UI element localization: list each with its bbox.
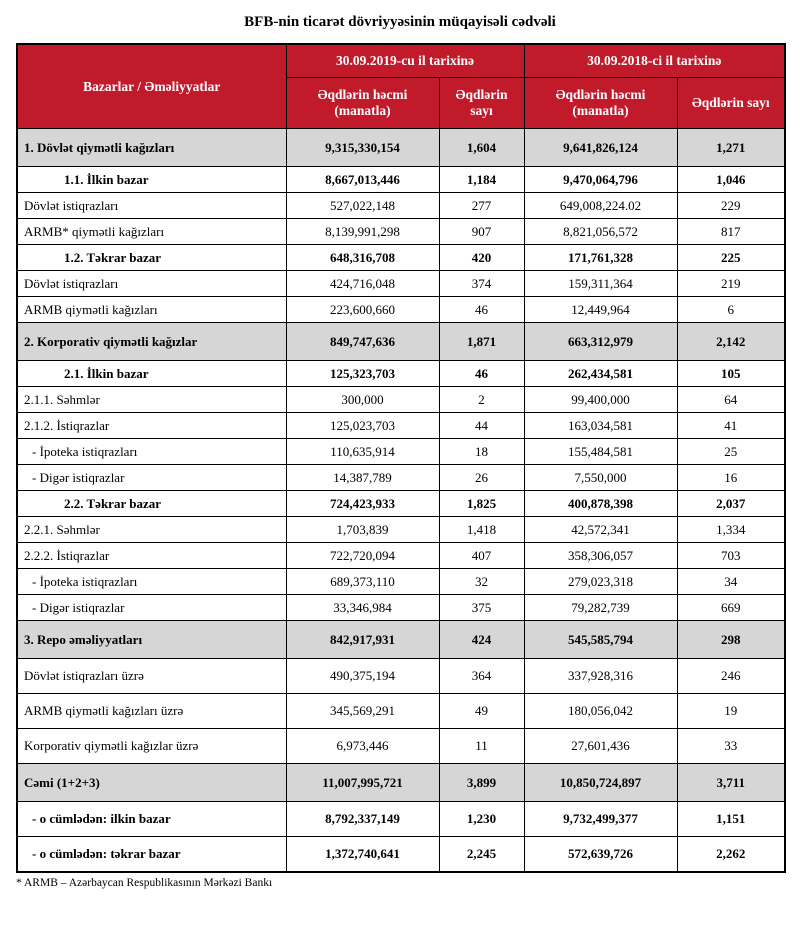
- cell-count-2018: 2,037: [677, 491, 785, 517]
- cell-volume-2018: 400,878,398: [524, 491, 677, 517]
- cell-count-2019: 3,899: [439, 764, 524, 802]
- cell-volume-2019: 424,716,048: [286, 271, 439, 297]
- cell-count-2019: 1,184: [439, 167, 524, 193]
- cell-volume-2018: 358,306,057: [524, 543, 677, 569]
- row-label: 1. Dövlət qiymətli kağızları: [17, 129, 286, 167]
- cell-volume-2019: 842,917,931: [286, 621, 439, 659]
- table-row: [17, 694, 785, 729]
- cell-count-2018: 19: [677, 694, 785, 729]
- cell-volume-2018: 649,008,224.02: [524, 193, 677, 219]
- row-label: 2.2.1. Səhmlər: [17, 517, 286, 543]
- cell-count-2018: 33: [677, 729, 785, 764]
- cell-count-2019: 46: [439, 361, 524, 387]
- cell-volume-2018: 9,641,826,124: [524, 129, 677, 167]
- table-row: [17, 802, 785, 837]
- table-row: [17, 245, 785, 271]
- header-count-2019: Əqdlərin sayı: [439, 78, 524, 129]
- cell-volume-2019: 9,315,330,154: [286, 129, 439, 167]
- row-label: - o cümlədən: təkrar bazar: [17, 837, 286, 873]
- cell-count-2018: 817: [677, 219, 785, 245]
- table-row: [17, 413, 785, 439]
- cell-count-2018: 6: [677, 297, 785, 323]
- table-header: [17, 44, 785, 129]
- cell-volume-2019: 490,375,194: [286, 659, 439, 694]
- cell-count-2018: 105: [677, 361, 785, 387]
- cell-count-2019: 46: [439, 297, 524, 323]
- table-row: [17, 323, 785, 361]
- cell-count-2019: 375: [439, 595, 524, 621]
- cell-volume-2018: 572,639,726: [524, 837, 677, 873]
- cell-volume-2018: 27,601,436: [524, 729, 677, 764]
- cell-volume-2019: 724,423,933: [286, 491, 439, 517]
- cell-count-2019: 49: [439, 694, 524, 729]
- cell-count-2018: 219: [677, 271, 785, 297]
- footnote: * ARMB – Azərbaycan Respublikasının Mərkəzi Bankı: [16, 877, 273, 889]
- table-row: [17, 517, 785, 543]
- cell-volume-2019: 1,372,740,641: [286, 837, 439, 873]
- cell-count-2019: 26: [439, 465, 524, 491]
- row-label: - Digər istiqrazlar: [17, 595, 286, 621]
- cell-count-2018: 25: [677, 439, 785, 465]
- row-label: - o cümlədən: ilkin bazar: [17, 802, 286, 837]
- table-row: [17, 219, 785, 245]
- cell-volume-2019: 722,720,094: [286, 543, 439, 569]
- cell-count-2018: 669: [677, 595, 785, 621]
- table-row: [17, 621, 785, 659]
- row-label: ARMB qiymətli kağızları: [17, 297, 286, 323]
- row-label: ARMB qiymətli kağızları üzrə: [17, 694, 286, 729]
- cell-count-2018: 1,046: [677, 167, 785, 193]
- cell-count-2018: 2,142: [677, 323, 785, 361]
- table-row: [17, 439, 785, 465]
- table-row: [17, 297, 785, 323]
- cell-count-2019: 1,230: [439, 802, 524, 837]
- row-label: Dövlət istiqrazları: [17, 271, 286, 297]
- cell-volume-2019: 689,373,110: [286, 569, 439, 595]
- cell-volume-2018: 79,282,739: [524, 595, 677, 621]
- cell-count-2019: 18: [439, 439, 524, 465]
- table-row: [17, 167, 785, 193]
- cell-volume-2019: 110,635,914: [286, 439, 439, 465]
- header-group-2018: 30.09.2018-ci il tarixinə: [524, 44, 785, 78]
- row-label: - İpoteka istiqrazları: [17, 569, 286, 595]
- row-label: 2.1.2. İstiqrazlar: [17, 413, 286, 439]
- table-row: [17, 729, 785, 764]
- header-volume-2019: Əqdlərin həcmi (manatla): [286, 78, 439, 129]
- cell-volume-2018: 7,550,000: [524, 465, 677, 491]
- cell-volume-2019: 345,569,291: [286, 694, 439, 729]
- cell-volume-2019: 14,387,789: [286, 465, 439, 491]
- table-row: [17, 764, 785, 802]
- cell-count-2019: 2: [439, 387, 524, 413]
- cell-count-2019: 907: [439, 219, 524, 245]
- cell-volume-2018: 9,732,499,377: [524, 802, 677, 837]
- cell-volume-2019: 6,973,446: [286, 729, 439, 764]
- row-label: 2.2. Təkrar bazar: [17, 491, 286, 517]
- cell-volume-2019: 648,316,708: [286, 245, 439, 271]
- cell-volume-2019: 33,346,984: [286, 595, 439, 621]
- cell-count-2019: 44: [439, 413, 524, 439]
- cell-volume-2018: 9,470,064,796: [524, 167, 677, 193]
- header-group-2019: 30.09.2019-cu il tarixinə: [286, 44, 524, 78]
- cell-count-2019: 1,871: [439, 323, 524, 361]
- comparison-table: [16, 43, 786, 873]
- cell-volume-2019: 300,000: [286, 387, 439, 413]
- cell-volume-2018: 262,434,581: [524, 361, 677, 387]
- row-label: Dövlət istiqrazları: [17, 193, 286, 219]
- page-title: BFB-nin ticarət dövriyyəsinin müqayisəli cədvəli: [244, 14, 556, 30]
- cell-count-2018: 1,271: [677, 129, 785, 167]
- row-label: - Digər istiqrazlar: [17, 465, 286, 491]
- cell-volume-2018: 8,821,056,572: [524, 219, 677, 245]
- cell-volume-2019: 125,323,703: [286, 361, 439, 387]
- cell-count-2019: 374: [439, 271, 524, 297]
- row-label: 1.1. İlkin bazar: [17, 167, 286, 193]
- cell-volume-2018: 279,023,318: [524, 569, 677, 595]
- cell-count-2018: 16: [677, 465, 785, 491]
- cell-count-2019: 277: [439, 193, 524, 219]
- cell-volume-2018: 163,034,581: [524, 413, 677, 439]
- cell-volume-2019: 8,792,337,149: [286, 802, 439, 837]
- header-markets-operations: Bazarlar / Əməliyyatlar: [17, 44, 286, 129]
- cell-count-2018: 1,334: [677, 517, 785, 543]
- row-label: Korporativ qiymətli kağızlar üzrə: [17, 729, 286, 764]
- cell-volume-2019: 125,023,703: [286, 413, 439, 439]
- cell-count-2018: 41: [677, 413, 785, 439]
- cell-count-2018: 229: [677, 193, 785, 219]
- header-count-2018: Əqdlərin sayı: [677, 78, 785, 129]
- cell-count-2019: 1,604: [439, 129, 524, 167]
- row-label: Cəmi (1+2+3): [17, 764, 286, 802]
- cell-count-2019: 424: [439, 621, 524, 659]
- row-label: 2.1. İlkin bazar: [17, 361, 286, 387]
- cell-volume-2018: 155,484,581: [524, 439, 677, 465]
- cell-volume-2018: 180,056,042: [524, 694, 677, 729]
- table-row: [17, 465, 785, 491]
- row-label: 2.2.2. İstiqrazlar: [17, 543, 286, 569]
- cell-count-2018: 64: [677, 387, 785, 413]
- row-label: 2.1.1. Səhmlər: [17, 387, 286, 413]
- table-row: [17, 837, 785, 873]
- row-label: 2. Korporativ qiymətli kağızlar: [17, 323, 286, 361]
- cell-count-2019: 1,418: [439, 517, 524, 543]
- table-row: [17, 361, 785, 387]
- cell-volume-2018: 171,761,328: [524, 245, 677, 271]
- table-row: [17, 569, 785, 595]
- table-row: [17, 129, 785, 167]
- cell-volume-2018: 663,312,979: [524, 323, 677, 361]
- header-volume-2018: Əqdlərin həcmi (manatla): [524, 78, 677, 129]
- cell-volume-2018: 545,585,794: [524, 621, 677, 659]
- cell-volume-2018: 337,928,316: [524, 659, 677, 694]
- table-row: [17, 659, 785, 694]
- table-row: [17, 271, 785, 297]
- cell-volume-2019: 527,022,148: [286, 193, 439, 219]
- row-label: Dövlət istiqrazları üzrə: [17, 659, 286, 694]
- cell-volume-2018: 12,449,964: [524, 297, 677, 323]
- cell-count-2019: 1,825: [439, 491, 524, 517]
- cell-volume-2019: 8,139,991,298: [286, 219, 439, 245]
- cell-count-2018: 703: [677, 543, 785, 569]
- cell-count-2019: 364: [439, 659, 524, 694]
- cell-count-2018: 2,262: [677, 837, 785, 873]
- row-label: ARMB* qiymətli kağızları: [17, 219, 286, 245]
- cell-volume-2018: 159,311,364: [524, 271, 677, 297]
- header-row-groups: [17, 44, 785, 78]
- table-row: [17, 543, 785, 569]
- cell-volume-2019: 1,703,839: [286, 517, 439, 543]
- row-label: - İpoteka istiqrazları: [17, 439, 286, 465]
- row-label: 1.2. Təkrar bazar: [17, 245, 286, 271]
- cell-count-2018: 3,711: [677, 764, 785, 802]
- cell-count-2019: 11: [439, 729, 524, 764]
- cell-count-2019: 407: [439, 543, 524, 569]
- table-row: [17, 387, 785, 413]
- cell-volume-2018: 42,572,341: [524, 517, 677, 543]
- cell-count-2019: 32: [439, 569, 524, 595]
- cell-volume-2018: 99,400,000: [524, 387, 677, 413]
- cell-volume-2019: 223,600,660: [286, 297, 439, 323]
- cell-volume-2019: 11,007,995,721: [286, 764, 439, 802]
- cell-count-2019: 420: [439, 245, 524, 271]
- cell-volume-2019: 8,667,013,446: [286, 167, 439, 193]
- cell-count-2019: 2,245: [439, 837, 524, 873]
- table-row: [17, 491, 785, 517]
- cell-count-2018: 298: [677, 621, 785, 659]
- table-body: [17, 129, 785, 873]
- cell-volume-2019: 849,747,636: [286, 323, 439, 361]
- table-row: [17, 193, 785, 219]
- cell-count-2018: 1,151: [677, 802, 785, 837]
- cell-count-2018: 225: [677, 245, 785, 271]
- table-row: [17, 595, 785, 621]
- cell-count-2018: 246: [677, 659, 785, 694]
- cell-volume-2018: 10,850,724,897: [524, 764, 677, 802]
- row-label: 3. Repo əməliyyatları: [17, 621, 286, 659]
- cell-count-2018: 34: [677, 569, 785, 595]
